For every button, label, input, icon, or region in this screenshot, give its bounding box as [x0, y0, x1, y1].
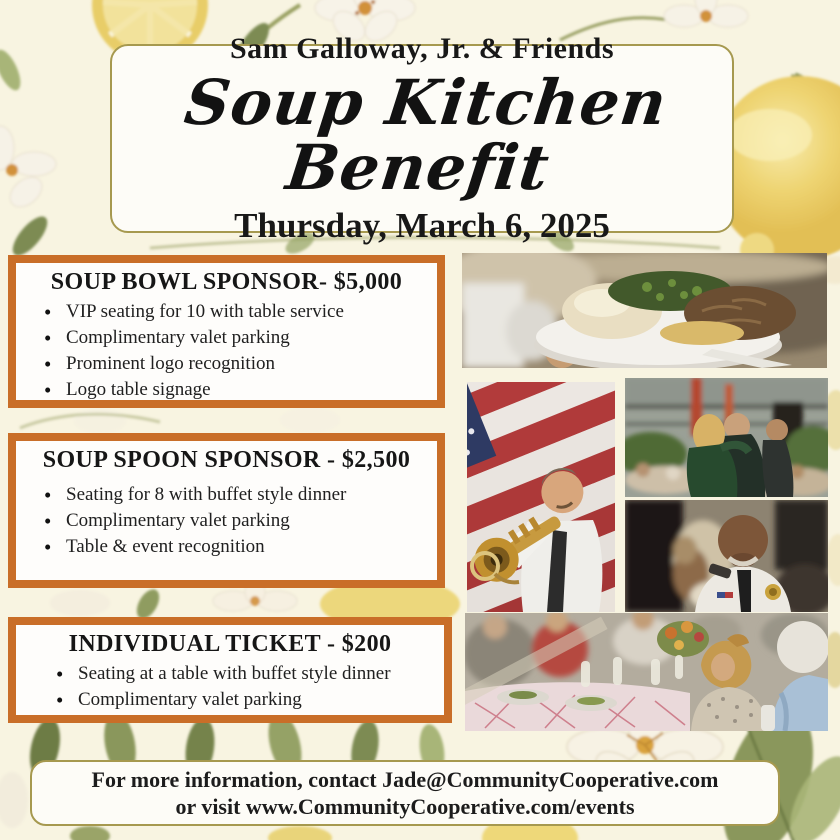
benefit-item: • Complimentary valet parking — [42, 508, 429, 534]
footer-contact-line: For more information, contact Jade@CommunityCooperative.com — [91, 766, 719, 792]
tier-benefit-list — [24, 299, 429, 403]
tier-title: INDIVIDUAL TICKET - $200 — [68, 631, 392, 657]
benefit-item: • Seating for 8 with buffet style dinner — [42, 482, 429, 508]
event-title: Soup Kitchen Benefit — [180, 65, 672, 204]
header-card — [110, 31, 734, 246]
photo-guests-at-table — [465, 613, 828, 731]
sponsor-tier-soup-bowl — [8, 255, 445, 408]
tier-benefit-list — [24, 482, 429, 560]
benefit-item: • VIP seating for 10 with table service — [42, 299, 429, 325]
photo-guests-hugging — [625, 378, 828, 497]
tier-title: SOUP BOWL SPONSOR- $5,000 — [50, 269, 403, 295]
photo-server-holding-plate — [462, 253, 827, 368]
benefit-item: • Complimentary valet parking — [54, 687, 436, 713]
sponsor-tier-soup-spoon — [8, 433, 445, 588]
footer-contact-card — [30, 760, 780, 826]
benefit-item: • Logo table signage — [42, 377, 429, 403]
presenter-line: Sam Galloway, Jr. & Friends — [229, 31, 615, 65]
event-date: Thursday, March 6, 2025 — [234, 206, 610, 246]
benefit-item: • Table & event recognition — [42, 534, 429, 560]
footer-website-line: or visit www.CommunityCooperative.com/events — [175, 794, 635, 819]
photo-officer-white-uniform — [625, 500, 828, 612]
tier-title: SOUP SPOON SPONSOR - $2,500 — [42, 447, 411, 473]
tier-benefit-list — [24, 661, 436, 713]
photo-trumpet-player-flag — [467, 382, 615, 612]
benefit-item: • Complimentary valet parking — [42, 325, 429, 351]
benefit-item: • Prominent logo recognition — [42, 351, 429, 377]
ticket-tier-individual — [8, 617, 452, 723]
benefit-item: • Seating at a table with buffet style dinner — [54, 661, 436, 687]
